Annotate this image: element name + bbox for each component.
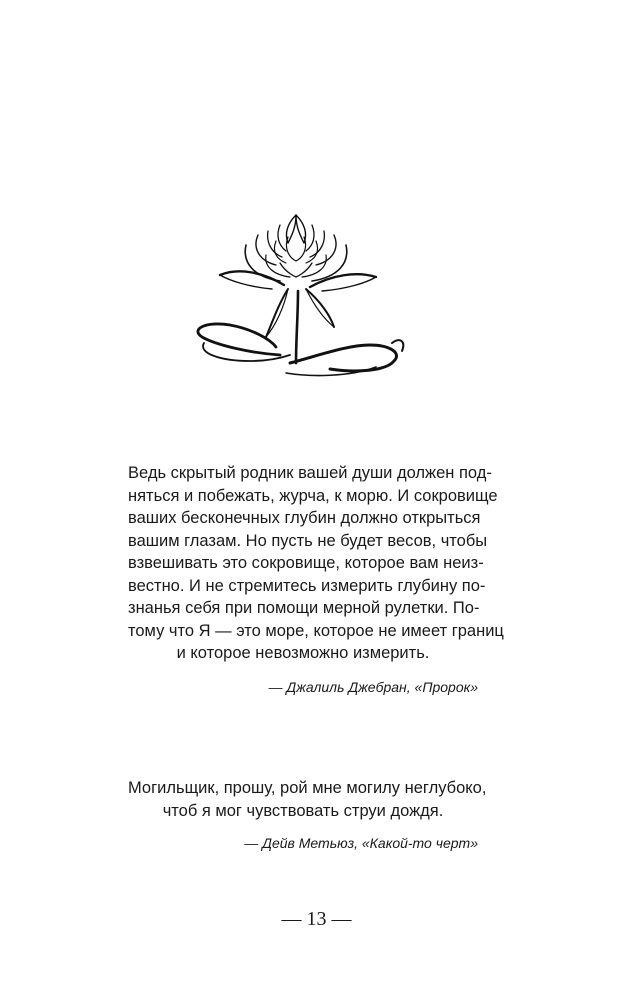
quote-line: тому что Я — это море, которое не имеет границ	[128, 621, 504, 640]
quote-attribution-gibran: — Джалиль Джебран, «Пророк»	[268, 679, 478, 695]
quote-line: Ведь скрытый родник вашей души должен под-	[128, 464, 492, 482]
quote-attribution-matthews: — Дейв Метьюз, «Какой-то черт»	[244, 835, 478, 851]
quote-line: взвешивать это сокровище, которое вам неиз-	[128, 554, 484, 572]
quote-line: няться и побежать, журча, к морю. И сокровище	[128, 486, 498, 505]
quote-gibran	[128, 462, 504, 665]
lotus-icon	[180, 205, 412, 387]
quote-matthews	[128, 777, 487, 822]
quote-line: знанья себя при помощи мерной рулетки. По-	[128, 599, 480, 617]
quote-line: ваших бесконечных глубин должно открыться	[128, 509, 481, 527]
lotus-illustration	[180, 205, 412, 387]
quote-line: Могильщик, прошу, рой мне могилу неглубоко,	[128, 779, 487, 797]
page-number: — 13 —	[281, 908, 352, 930]
quote-line: вестно. И не стремитесь измерить глубину по-	[128, 576, 486, 595]
quote-line: и которое невозможно измерить.	[176, 644, 430, 662]
quote-line: чтоб я мог чувствовать струи дождя.	[162, 801, 444, 820]
quote-line: вашим глазам. Но пусть не будет весов, чтобы	[128, 531, 488, 550]
